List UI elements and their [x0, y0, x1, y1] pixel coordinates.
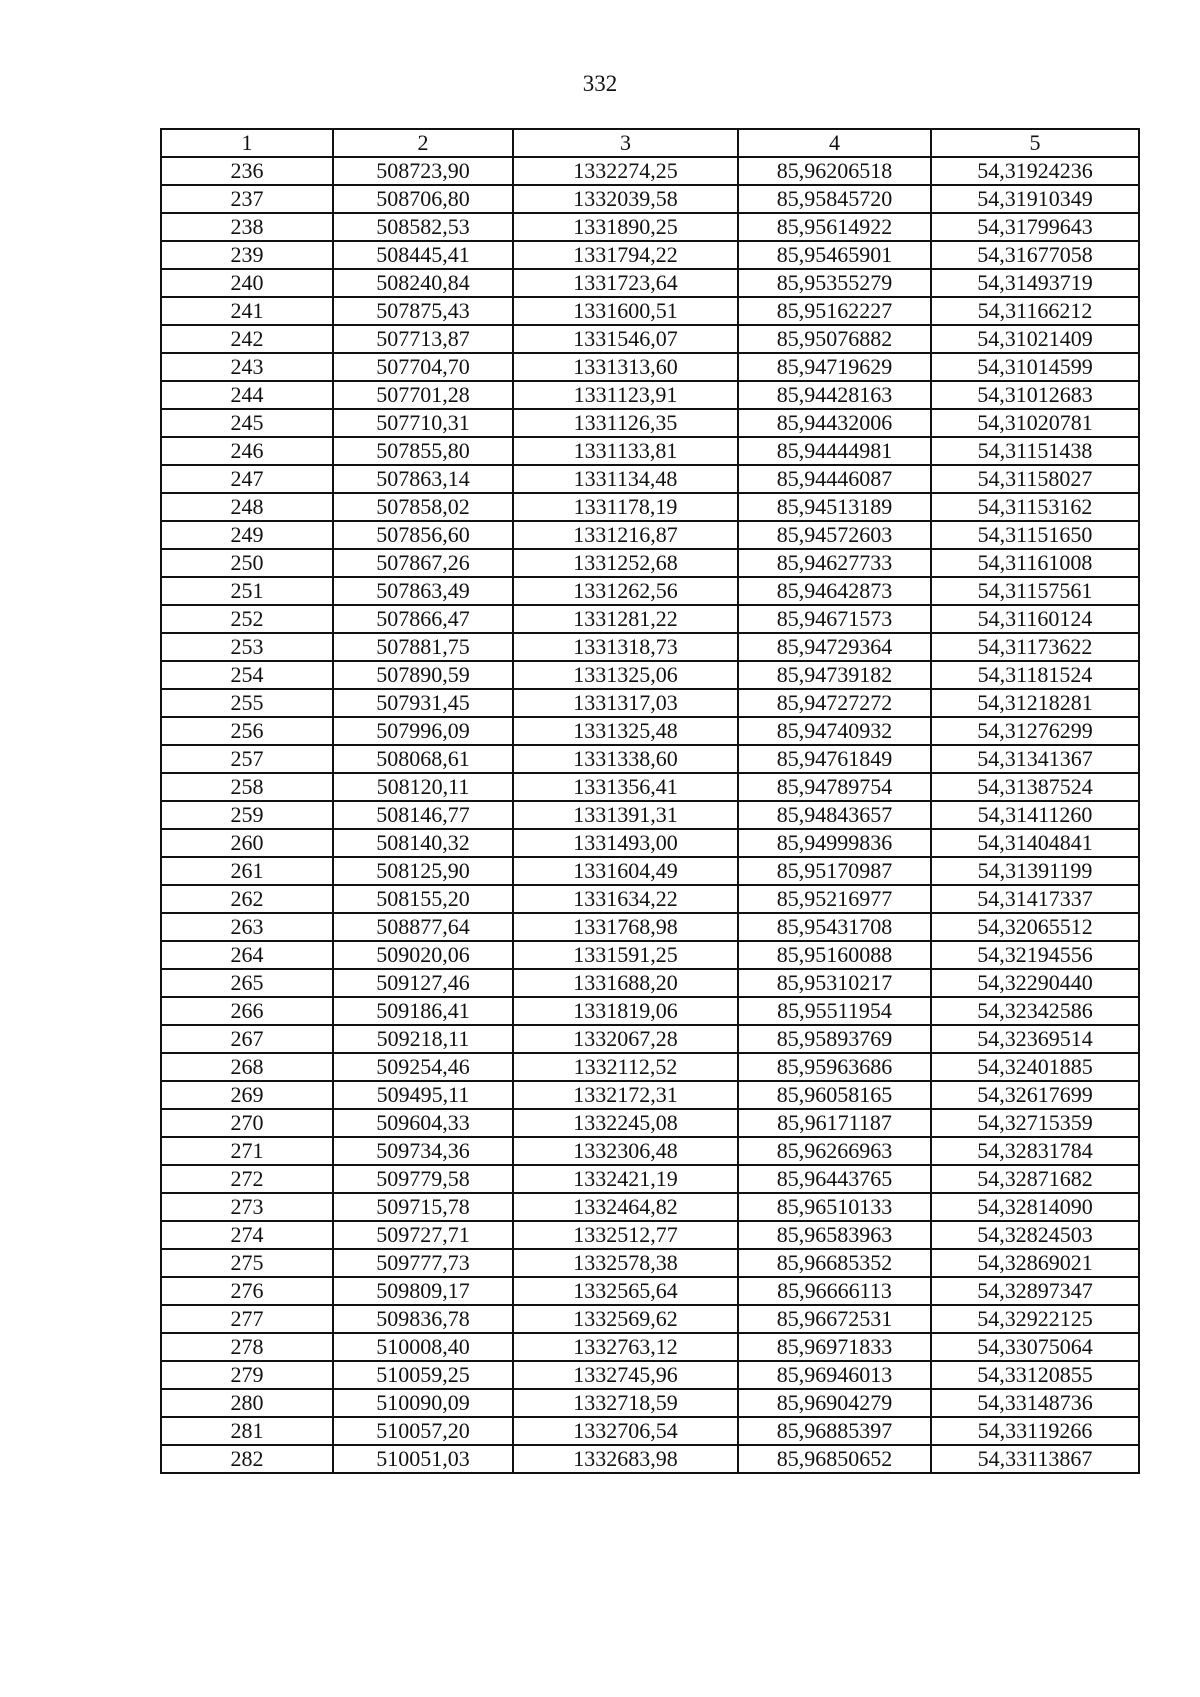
table-cell: 255 [161, 689, 333, 717]
table-cell: 269 [161, 1081, 333, 1109]
table-cell: 507890,59 [333, 661, 513, 689]
table-cell: 507704,70 [333, 353, 513, 381]
table-cell: 54,31799643 [931, 213, 1139, 241]
table-cell: 54,31012683 [931, 381, 1139, 409]
table-row [161, 689, 1139, 717]
table-cell: 1331281,22 [513, 605, 738, 633]
table-row [161, 437, 1139, 465]
table-cell: 1331126,35 [513, 409, 738, 437]
table-cell: 54,31153162 [931, 493, 1139, 521]
table-row [161, 1137, 1139, 1165]
table-cell: 508723,90 [333, 157, 513, 185]
table-cell: 270 [161, 1109, 333, 1137]
table-cell: 275 [161, 1249, 333, 1277]
table-cell: 54,31387524 [931, 773, 1139, 801]
table-cell: 85,95076882 [738, 325, 931, 353]
table-cell: 85,94446087 [738, 465, 931, 493]
table-row [161, 801, 1139, 829]
table-row [161, 213, 1139, 241]
table-cell: 280 [161, 1389, 333, 1417]
table-cell: 241 [161, 297, 333, 325]
table-cell: 244 [161, 381, 333, 409]
table-cell: 1331252,68 [513, 549, 738, 577]
table-cell: 54,31417337 [931, 885, 1139, 913]
table-cell: 54,31173622 [931, 633, 1139, 661]
table-cell: 507863,49 [333, 577, 513, 605]
table-cell: 85,94761849 [738, 745, 931, 773]
table-row [161, 605, 1139, 633]
table-cell: 54,31411260 [931, 801, 1139, 829]
table-row [161, 1277, 1139, 1305]
table-row [161, 577, 1139, 605]
table-cell: 1331133,81 [513, 437, 738, 465]
table-cell: 54,31021409 [931, 325, 1139, 353]
table-cell: 1331216,87 [513, 521, 738, 549]
table-cell: 85,94627733 [738, 549, 931, 577]
table-cell: 271 [161, 1137, 333, 1165]
table-cell: 509836,78 [333, 1305, 513, 1333]
table-cell: 1331600,51 [513, 297, 738, 325]
table-row [161, 1109, 1139, 1137]
table-cell: 262 [161, 885, 333, 913]
table-cell: 85,96266963 [738, 1137, 931, 1165]
table-cell: 508140,32 [333, 829, 513, 857]
table-cell: 85,94739182 [738, 661, 931, 689]
table-cell: 54,32897347 [931, 1277, 1139, 1305]
table-cell: 248 [161, 493, 333, 521]
table-cell: 54,32369514 [931, 1025, 1139, 1053]
table-cell: 1332112,52 [513, 1053, 738, 1081]
table-cell: 54,32814090 [931, 1193, 1139, 1221]
table-cell: 264 [161, 941, 333, 969]
table-cell: 54,31014599 [931, 353, 1139, 381]
table-cell: 54,31341367 [931, 745, 1139, 773]
table-cell: 257 [161, 745, 333, 773]
table-cell: 507863,14 [333, 465, 513, 493]
table-cell: 54,33120855 [931, 1361, 1139, 1389]
table-cell: 1332512,77 [513, 1221, 738, 1249]
table-cell: 509715,78 [333, 1193, 513, 1221]
table-cell: 256 [161, 717, 333, 745]
table-cell: 272 [161, 1165, 333, 1193]
table-cell: 85,94513189 [738, 493, 931, 521]
table-cell: 243 [161, 353, 333, 381]
table-row [161, 1025, 1139, 1053]
table-row [161, 297, 1139, 325]
table-cell: 282 [161, 1445, 333, 1473]
table-cell: 85,95893769 [738, 1025, 931, 1053]
table-cell: 273 [161, 1193, 333, 1221]
table-cell: 54,33113867 [931, 1445, 1139, 1473]
table-cell: 507875,43 [333, 297, 513, 325]
table-cell: 85,95465901 [738, 241, 931, 269]
table-cell: 85,95355279 [738, 269, 931, 297]
table-cell: 54,31020781 [931, 409, 1139, 437]
table-cell: 508582,53 [333, 213, 513, 241]
table-cell: 85,95431708 [738, 913, 931, 941]
table-cell: 507881,75 [333, 633, 513, 661]
table-cell: 54,31181524 [931, 661, 1139, 689]
table-cell: 250 [161, 549, 333, 577]
table-cell: 85,96171187 [738, 1109, 931, 1137]
table-row [161, 1445, 1139, 1473]
table-cell: 1331723,64 [513, 269, 738, 297]
table-cell: 85,94428163 [738, 381, 931, 409]
table-cell: 54,31924236 [931, 157, 1139, 185]
table-row [161, 745, 1139, 773]
table-row [161, 241, 1139, 269]
table-row [161, 521, 1139, 549]
table-cell: 1332274,25 [513, 157, 738, 185]
table-cell: 240 [161, 269, 333, 297]
table-cell: 251 [161, 577, 333, 605]
table-row [161, 1193, 1139, 1221]
table-cell: 54,32715359 [931, 1109, 1139, 1137]
table-cell: 85,96443765 [738, 1165, 931, 1193]
table-cell: 509604,33 [333, 1109, 513, 1137]
table-cell: 85,94444981 [738, 437, 931, 465]
table-cell: 507931,45 [333, 689, 513, 717]
table-cell: 54,31151650 [931, 521, 1139, 549]
table-cell: 508445,41 [333, 241, 513, 269]
coordinates-table [160, 128, 1140, 1474]
table-cell: 279 [161, 1361, 333, 1389]
table-cell: 85,95845720 [738, 185, 931, 213]
table-cell: 85,96206518 [738, 157, 931, 185]
table-row [161, 633, 1139, 661]
table-cell: 54,31276299 [931, 717, 1139, 745]
table-cell: 277 [161, 1305, 333, 1333]
table-cell: 507856,60 [333, 521, 513, 549]
table-row [161, 381, 1139, 409]
table-cell: 1331338,60 [513, 745, 738, 773]
table-cell: 85,96510133 [738, 1193, 931, 1221]
table-cell: 508240,84 [333, 269, 513, 297]
table-cell: 85,96666113 [738, 1277, 931, 1305]
table-cell: 1332569,62 [513, 1305, 738, 1333]
table-cell: 85,94642873 [738, 577, 931, 605]
table-cell: 85,96685352 [738, 1249, 931, 1277]
column-header: 4 [738, 129, 931, 157]
table-cell: 281 [161, 1417, 333, 1445]
table-cell: 1331262,56 [513, 577, 738, 605]
table-cell: 253 [161, 633, 333, 661]
table-row [161, 1053, 1139, 1081]
table-cell: 1331546,07 [513, 325, 738, 353]
table-cell: 507713,87 [333, 325, 513, 353]
table-cell: 54,31391199 [931, 857, 1139, 885]
table-cell: 85,96946013 [738, 1361, 931, 1389]
table-cell: 507996,09 [333, 717, 513, 745]
table-cell: 263 [161, 913, 333, 941]
table-cell: 1332718,59 [513, 1389, 738, 1417]
table-cell: 507855,80 [333, 437, 513, 465]
column-header: 1 [161, 129, 333, 157]
table-cell: 85,95170987 [738, 857, 931, 885]
table-cell: 1331819,06 [513, 997, 738, 1025]
table-row [161, 269, 1139, 297]
table-cell: 236 [161, 157, 333, 185]
table-cell: 54,31158027 [931, 465, 1139, 493]
table-cell: 245 [161, 409, 333, 437]
table-cell: 54,31910349 [931, 185, 1139, 213]
table-cell: 1332683,98 [513, 1445, 738, 1473]
column-header: 2 [333, 129, 513, 157]
table-row [161, 409, 1139, 437]
table-row [161, 717, 1139, 745]
table-cell: 258 [161, 773, 333, 801]
table-cell: 254 [161, 661, 333, 689]
column-header: 3 [513, 129, 738, 157]
table-cell: 246 [161, 437, 333, 465]
table-cell: 508068,61 [333, 745, 513, 773]
table-cell: 239 [161, 241, 333, 269]
table-cell: 54,32401885 [931, 1053, 1139, 1081]
table-cell: 508155,20 [333, 885, 513, 913]
table-cell: 274 [161, 1221, 333, 1249]
table-cell: 85,94671573 [738, 605, 931, 633]
table-cell: 508877,64 [333, 913, 513, 941]
table-cell: 249 [161, 521, 333, 549]
table-row [161, 1249, 1139, 1277]
table-cell: 54,32290440 [931, 969, 1139, 997]
table-cell: 54,32617699 [931, 1081, 1139, 1109]
table-cell: 1332578,38 [513, 1249, 738, 1277]
table-row [161, 1389, 1139, 1417]
table-cell: 1331325,06 [513, 661, 738, 689]
table-cell: 278 [161, 1333, 333, 1361]
table-row [161, 185, 1139, 213]
table-row [161, 549, 1139, 577]
table-cell: 54,33119266 [931, 1417, 1139, 1445]
table-cell: 509727,71 [333, 1221, 513, 1249]
table-cell: 509218,11 [333, 1025, 513, 1053]
table-cell: 85,96058165 [738, 1081, 931, 1109]
table-cell: 508120,11 [333, 773, 513, 801]
table-cell: 85,94572603 [738, 521, 931, 549]
table-cell: 1332306,48 [513, 1137, 738, 1165]
table-cell: 1331768,98 [513, 913, 738, 941]
table-row [161, 773, 1139, 801]
table-cell: 85,95614922 [738, 213, 931, 241]
table-row [161, 913, 1139, 941]
table-cell: 54,31161008 [931, 549, 1139, 577]
table-cell: 1332763,12 [513, 1333, 738, 1361]
table-cell: 510090,09 [333, 1389, 513, 1417]
table-cell: 85,96885397 [738, 1417, 931, 1445]
table-cell: 509254,46 [333, 1053, 513, 1081]
table-cell: 507858,02 [333, 493, 513, 521]
table-cell: 507710,31 [333, 409, 513, 437]
table-cell: 54,32194556 [931, 941, 1139, 969]
table-cell: 510051,03 [333, 1445, 513, 1473]
table-cell: 1332745,96 [513, 1361, 738, 1389]
page-number: 332 [582, 71, 618, 96]
table-cell: 54,33075064 [931, 1333, 1139, 1361]
table-row [161, 1221, 1139, 1249]
table-cell: 507701,28 [333, 381, 513, 409]
table-cell: 1331317,03 [513, 689, 738, 717]
table-cell: 509779,58 [333, 1165, 513, 1193]
table-cell: 509186,41 [333, 997, 513, 1025]
table-row [161, 493, 1139, 521]
table-cell: 247 [161, 465, 333, 493]
table-cell: 1332565,64 [513, 1277, 738, 1305]
table-cell: 1331890,25 [513, 213, 738, 241]
table-row [161, 1361, 1139, 1389]
table-cell: 54,31218281 [931, 689, 1139, 717]
table-cell: 1331134,48 [513, 465, 738, 493]
table-cell: 510008,40 [333, 1333, 513, 1361]
table-cell: 54,33148736 [931, 1389, 1139, 1417]
table-row [161, 1305, 1139, 1333]
table-cell: 54,32922125 [931, 1305, 1139, 1333]
table-cell: 509495,11 [333, 1081, 513, 1109]
table-cell: 507867,26 [333, 549, 513, 577]
table-cell: 54,32869021 [931, 1249, 1139, 1277]
table-row [161, 353, 1139, 381]
table-cell: 509777,73 [333, 1249, 513, 1277]
table-cell: 54,32871682 [931, 1165, 1139, 1193]
table-cell: 509127,46 [333, 969, 513, 997]
table-cell: 1331178,19 [513, 493, 738, 521]
table-cell: 54,32824503 [931, 1221, 1139, 1249]
table-cell: 1332172,31 [513, 1081, 738, 1109]
table-cell: 85,94729364 [738, 633, 931, 661]
table-row [161, 885, 1139, 913]
table-cell: 268 [161, 1053, 333, 1081]
table-cell: 1331313,60 [513, 353, 738, 381]
table-cell: 54,32831784 [931, 1137, 1139, 1165]
table-cell: 242 [161, 325, 333, 353]
table-row [161, 1333, 1139, 1361]
table-row [161, 969, 1139, 997]
table-cell: 510057,20 [333, 1417, 513, 1445]
table-cell: 1331591,25 [513, 941, 738, 969]
table-cell: 54,31404841 [931, 829, 1139, 857]
table-cell: 1331794,22 [513, 241, 738, 269]
table-cell: 85,95160088 [738, 941, 931, 969]
table-header-row [161, 129, 1139, 157]
table-cell: 85,94432006 [738, 409, 931, 437]
table-cell: 85,95511954 [738, 997, 931, 1025]
table-cell: 508146,77 [333, 801, 513, 829]
table-row [161, 1165, 1139, 1193]
table-cell: 276 [161, 1277, 333, 1305]
table-cell: 85,94789754 [738, 773, 931, 801]
table-cell: 508125,90 [333, 857, 513, 885]
table-cell: 1331325,48 [513, 717, 738, 745]
table-cell: 237 [161, 185, 333, 213]
table-cell: 1331356,41 [513, 773, 738, 801]
table-cell: 54,31151438 [931, 437, 1139, 465]
table-cell: 1331493,00 [513, 829, 738, 857]
table-cell: 85,94719629 [738, 353, 931, 381]
table-cell: 1332706,54 [513, 1417, 738, 1445]
table-cell: 85,96850652 [738, 1445, 931, 1473]
table-row [161, 661, 1139, 689]
column-header: 5 [931, 129, 1139, 157]
table-cell: 54,31677058 [931, 241, 1139, 269]
table-cell: 85,96583963 [738, 1221, 931, 1249]
table-body [161, 157, 1139, 1473]
table-cell: 54,32065512 [931, 913, 1139, 941]
table-cell: 1331391,31 [513, 801, 738, 829]
table-cell: 1331634,22 [513, 885, 738, 913]
table-row [161, 325, 1139, 353]
table-cell: 85,96672531 [738, 1305, 931, 1333]
table-cell: 509734,36 [333, 1137, 513, 1165]
table-row [161, 157, 1139, 185]
table-row [161, 1081, 1139, 1109]
table-cell: 54,31157561 [931, 577, 1139, 605]
table-cell: 509020,06 [333, 941, 513, 969]
table-cell: 266 [161, 997, 333, 1025]
table-cell: 85,95963686 [738, 1053, 931, 1081]
table-cell: 85,94727272 [738, 689, 931, 717]
table-cell: 1332067,28 [513, 1025, 738, 1053]
table-cell: 54,32342586 [931, 997, 1139, 1025]
table-row [161, 997, 1139, 1025]
table-cell: 54,31493719 [931, 269, 1139, 297]
table-cell: 238 [161, 213, 333, 241]
table-cell: 510059,25 [333, 1361, 513, 1389]
table-cell: 85,95310217 [738, 969, 931, 997]
table-cell: 260 [161, 829, 333, 857]
table-cell: 54,31166212 [931, 297, 1139, 325]
table-cell: 252 [161, 605, 333, 633]
table-cell: 85,96904279 [738, 1389, 931, 1417]
table-cell: 507866,47 [333, 605, 513, 633]
table-cell: 85,94999836 [738, 829, 931, 857]
table-cell: 1332245,08 [513, 1109, 738, 1137]
table-cell: 85,95162227 [738, 297, 931, 325]
table-cell: 85,94843657 [738, 801, 931, 829]
table-cell: 1332464,82 [513, 1193, 738, 1221]
table-cell: 259 [161, 801, 333, 829]
table-cell: 85,95216977 [738, 885, 931, 913]
table-cell: 1331318,73 [513, 633, 738, 661]
table-cell: 509809,17 [333, 1277, 513, 1305]
table-cell: 1331123,91 [513, 381, 738, 409]
table-row [161, 857, 1139, 885]
table-row [161, 941, 1139, 969]
table-row [161, 829, 1139, 857]
table-cell: 508706,80 [333, 185, 513, 213]
table-cell: 1332421,19 [513, 1165, 738, 1193]
table-row [161, 1417, 1139, 1445]
table-cell: 267 [161, 1025, 333, 1053]
table-cell: 54,31160124 [931, 605, 1139, 633]
table-cell: 261 [161, 857, 333, 885]
table-cell: 1331604,49 [513, 857, 738, 885]
table-cell: 1331688,20 [513, 969, 738, 997]
table-cell: 85,94740932 [738, 717, 931, 745]
table-cell: 1332039,58 [513, 185, 738, 213]
table-cell: 265 [161, 969, 333, 997]
table-row [161, 465, 1139, 493]
table-cell: 85,96971833 [738, 1333, 931, 1361]
